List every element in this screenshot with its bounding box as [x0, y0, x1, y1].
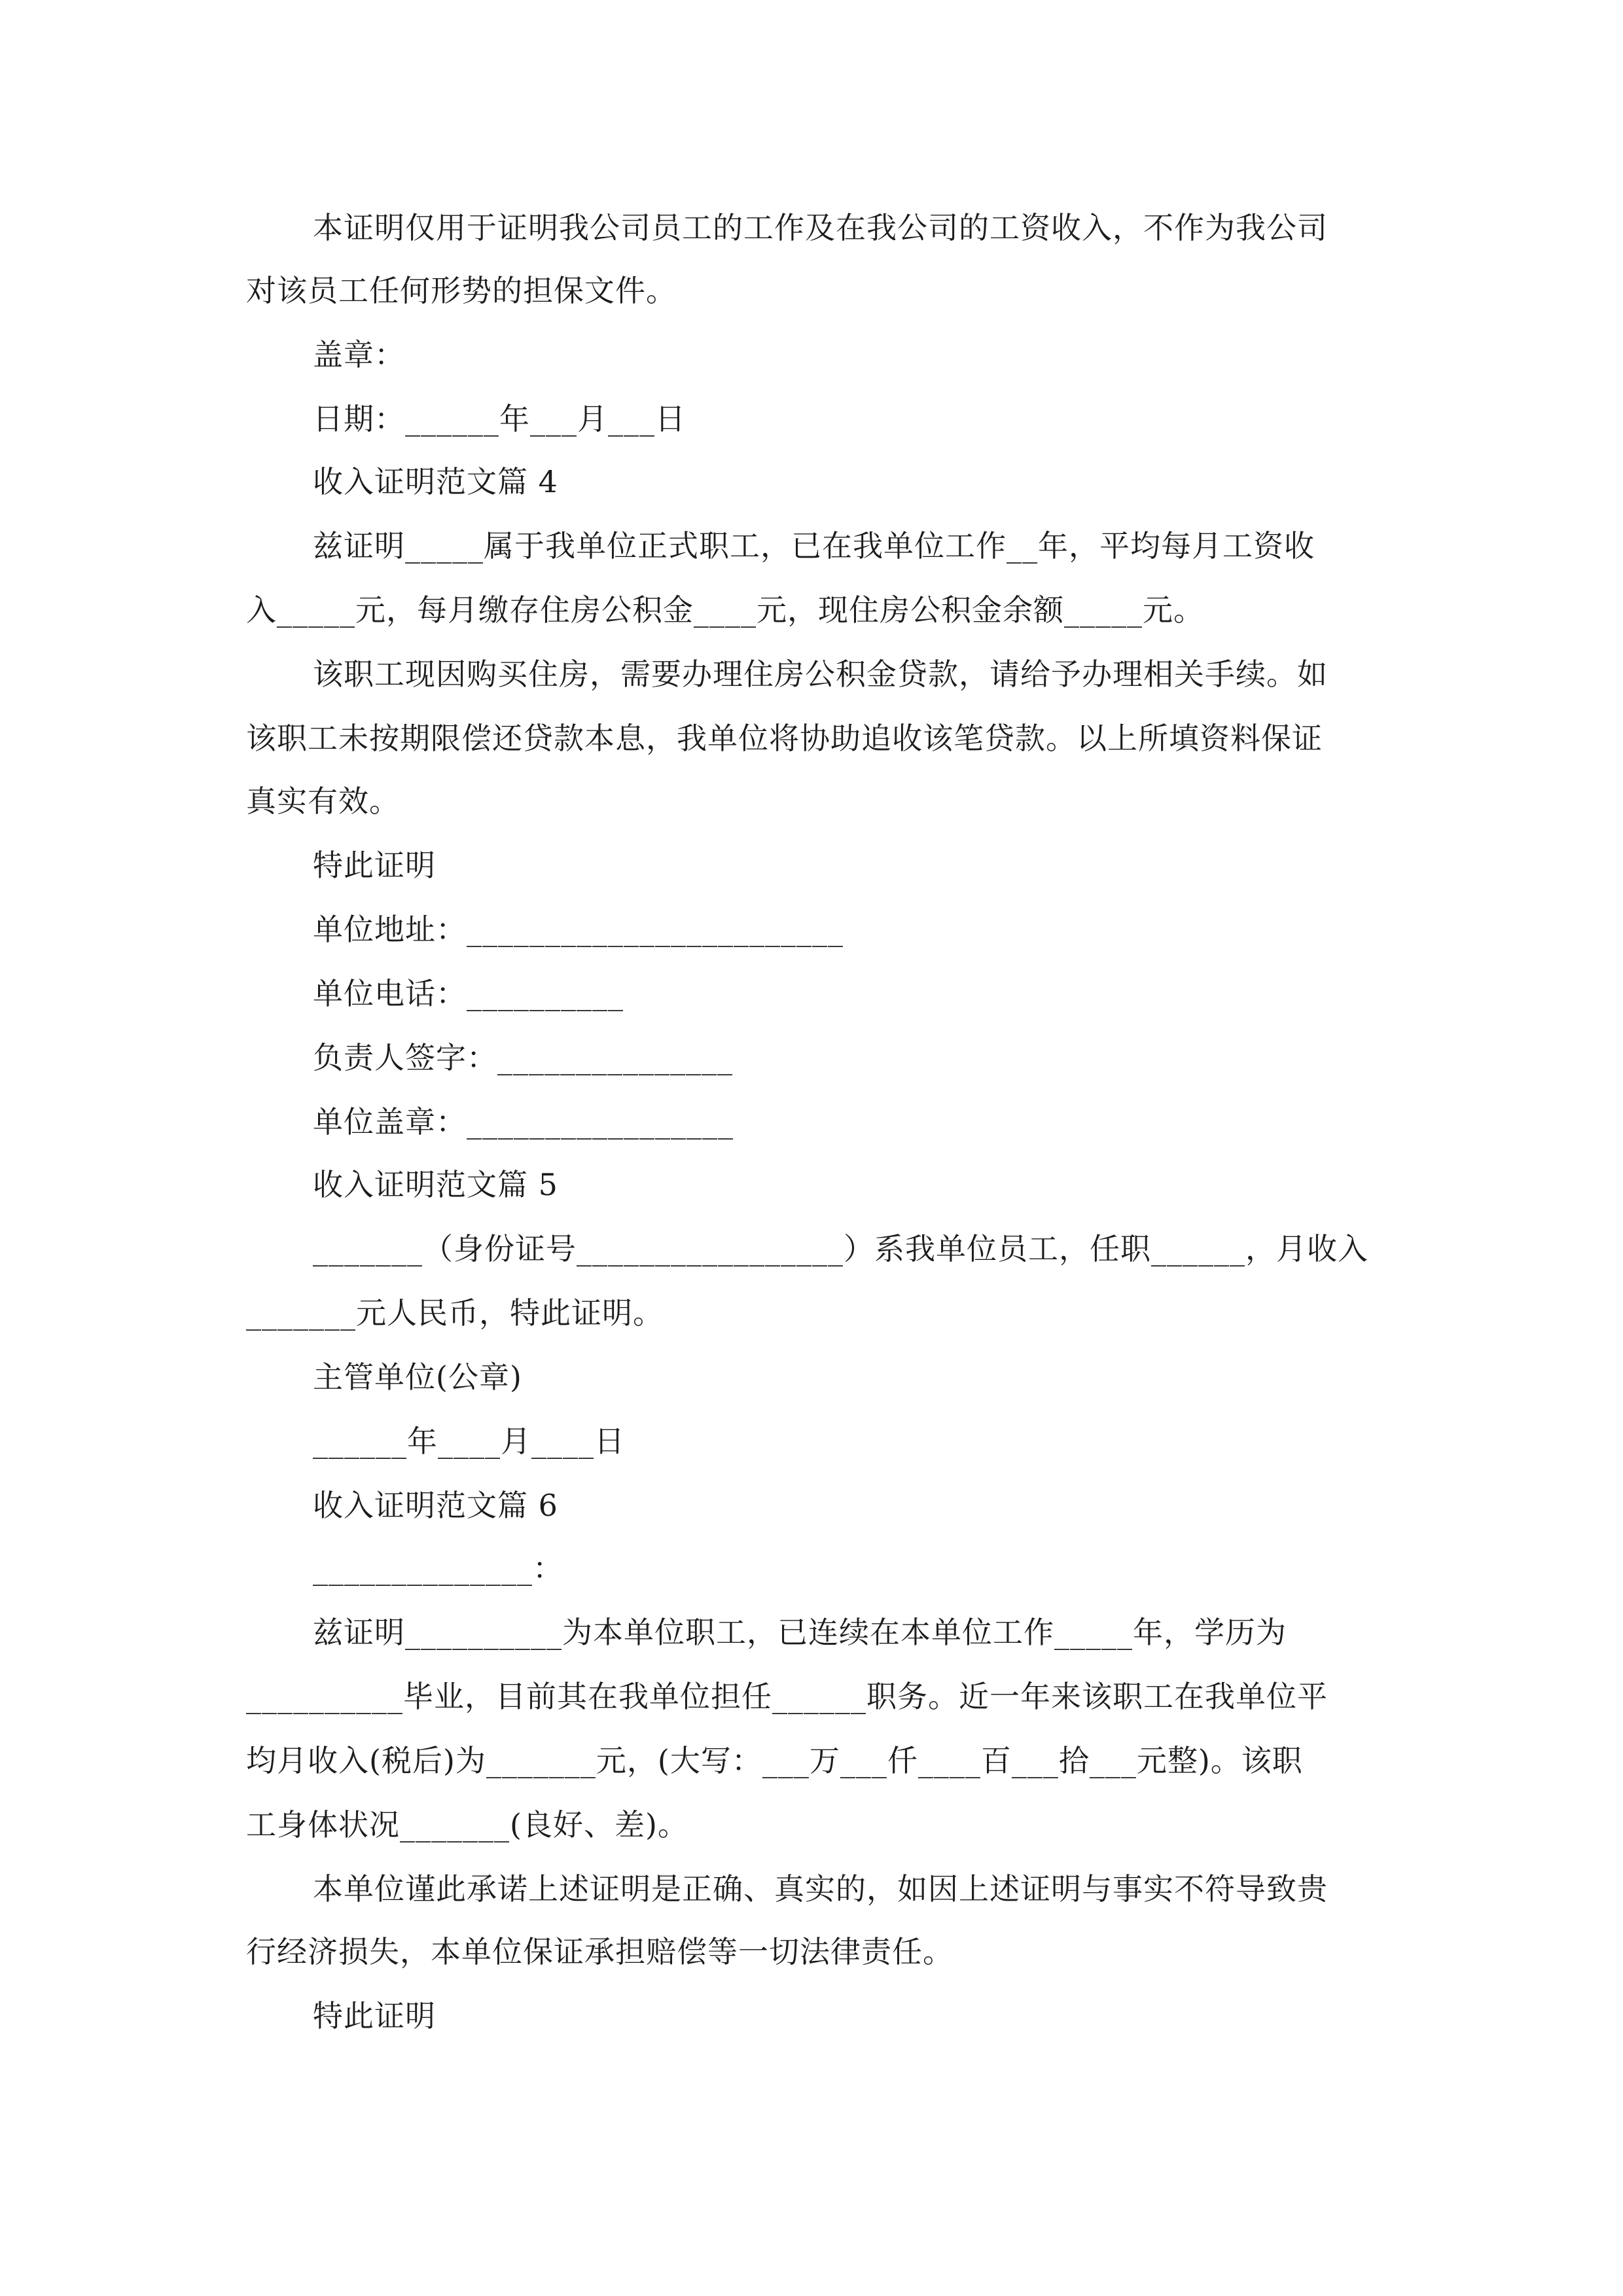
section-title-5: 收入证明范文篇 5: [313, 1167, 558, 1202]
unit-address-line: 单位地址：________________________: [313, 912, 844, 947]
section6-para1-line1: 兹证明__________为本单位职工，已连续在本单位工作_____年，学历为: [313, 1615, 1287, 1650]
section5-para-line1: _______（身份证号_________________）系我单位员工，任职______，月收入: [313, 1231, 1368, 1266]
section6-certify: 特此证明: [313, 1998, 436, 2034]
section6-para1-line2: __________毕业，目前其在我单位担任______职务。近一年来该职工在我单位平: [246, 1679, 1328, 1714]
section6-para1-line4: 工身体状况_______(良好、差)。: [246, 1807, 688, 1842]
section4-para2-line1: 该职工现因购买住房，需要办理住房公积金贷款，请给予办理相关手续。如: [313, 656, 1328, 692]
unit-seal-line: 单位盖章：_________________: [313, 1104, 734, 1139]
section6-para2-line1: 本单位谨此承诺上述证明是正确、真实的，如因上述证明与事实不符导致贵: [313, 1871, 1328, 1907]
section5-date-line: ______年____月____日: [313, 1424, 625, 1459]
date-line: 日期：______年___月___日: [313, 401, 686, 437]
section-title-4: 收入证明范文篇 4: [313, 464, 558, 499]
section4-para1-line1: 兹证明_____属于我单位正式职工，已在我单位工作__年，平均每月工资收: [313, 528, 1315, 564]
section6-para1-line3: 均月收入(税后)为_______元，(大写：___万___仟____百___拾___元整)。该职: [246, 1743, 1303, 1778]
signer-line: 负责人签字：_______________: [313, 1040, 733, 1075]
supervisor-unit: 主管单位(公章): [313, 1359, 522, 1395]
section4-certify: 特此证明: [313, 848, 436, 883]
section5-para-line2: _______元人民币，特此证明。: [246, 1295, 664, 1331]
seal-label: 盖章：: [313, 337, 405, 372]
section4-para1-line2: 入_____元，每月缴存住房公积金____元，现住房公积金余额_____元。: [246, 592, 1204, 628]
section4-para2-line2: 该职工未按期限偿还贷款本息，我单位将协助追收该笔贷款。以上所填资料保证: [246, 721, 1323, 756]
paragraph-disclaimer-line2: 对该员工任何形势的担保文件。: [246, 273, 677, 308]
paragraph-disclaimer-line1: 本证明仅用于证明我公司员工的工作及在我公司的工资收入，不作为我公司: [313, 210, 1328, 245]
addressee-line: ______________：: [313, 1551, 563, 1586]
section6-para2-line2: 行经济损失，本单位保证承担赔偿等一切法律责任。: [246, 1934, 954, 1969]
unit-phone-line: 单位电话：__________: [313, 976, 624, 1011]
section-title-6: 收入证明范文篇 6: [313, 1488, 558, 1523]
section4-para2-line3: 真实有效。: [246, 783, 400, 819]
